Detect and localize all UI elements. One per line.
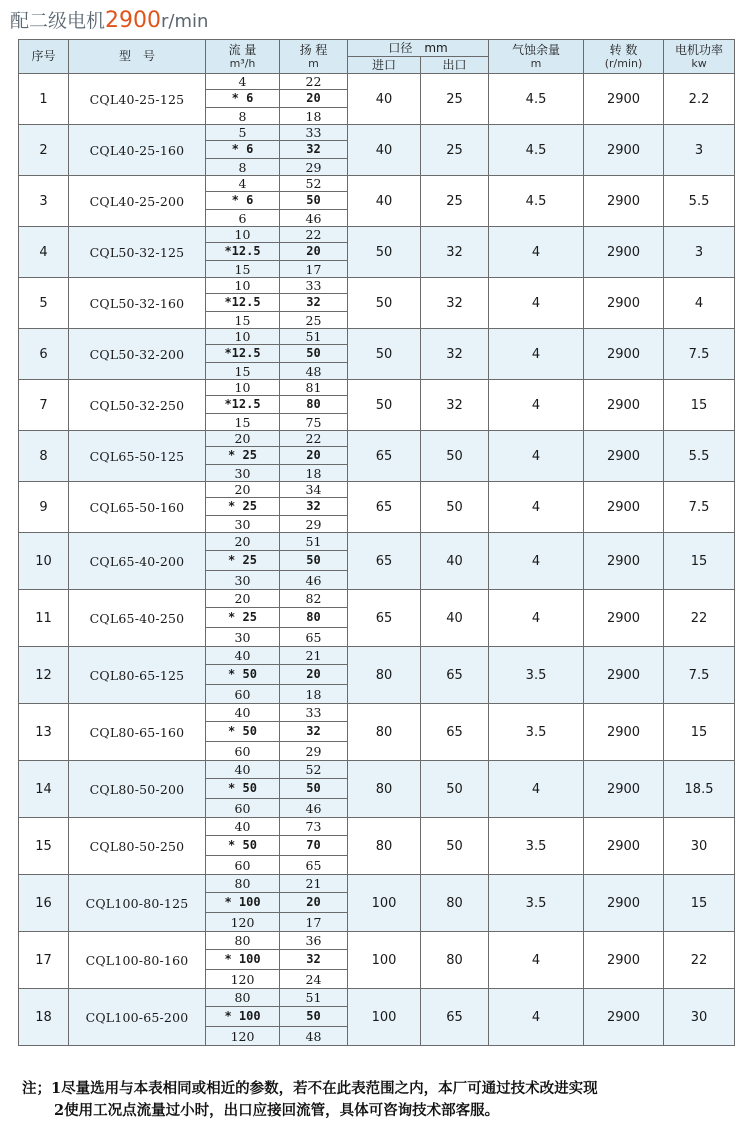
- npsh-value: 4: [489, 482, 584, 533]
- flow-value: * 6: [206, 141, 280, 159]
- footnote-line-2: 2使用工况点流量过小时，出口应接回流管，具体可咨询技术部客服。: [54, 1102, 500, 1119]
- head-value: 50: [280, 192, 348, 210]
- head-value: 48: [280, 1027, 348, 1046]
- flow-value: 30: [206, 571, 280, 590]
- flow-value: * 6: [206, 90, 280, 108]
- flow-value: * 100: [206, 1007, 280, 1027]
- inlet-diameter: 65: [348, 431, 421, 482]
- model-name: CQL80-65-125: [69, 647, 206, 704]
- motor-power: 15: [664, 380, 735, 431]
- npsh-value: 4: [489, 380, 584, 431]
- head-value: 80: [280, 396, 348, 414]
- head-value: 65: [280, 856, 348, 875]
- motor-power: 18.5: [664, 761, 735, 818]
- npsh-value: 3.5: [489, 818, 584, 875]
- table-row: [19, 533, 735, 551]
- flow-value: 4: [206, 176, 280, 192]
- model-name: CQL40-25-200: [69, 176, 206, 227]
- motor-power: 7.5: [664, 482, 735, 533]
- model-name: CQL100-80-160: [69, 932, 206, 989]
- table-row: [19, 704, 735, 722]
- speed-value: 2900: [584, 482, 664, 533]
- npsh-value: 3.5: [489, 704, 584, 761]
- head-value: 29: [280, 516, 348, 533]
- outlet-diameter: 65: [421, 704, 489, 761]
- motor-power: 15: [664, 533, 735, 590]
- flow-value: 15: [206, 414, 280, 431]
- table-row: [19, 380, 735, 396]
- head-value: 22: [280, 431, 348, 447]
- table-row: [19, 875, 735, 893]
- speed-value: 2900: [584, 431, 664, 482]
- flow-value: *12.5: [206, 294, 280, 312]
- head-value: 51: [280, 329, 348, 345]
- motor-power: 2.2: [664, 74, 735, 125]
- head-value: 20: [280, 90, 348, 108]
- flow-value: 20: [206, 533, 280, 551]
- motor-power: 7.5: [664, 329, 735, 380]
- flow-value: 8: [206, 108, 280, 125]
- table-row: [19, 482, 735, 498]
- motor-power: 4: [664, 278, 735, 329]
- outlet-diameter: 65: [421, 989, 489, 1046]
- model-name: CQL65-50-160: [69, 482, 206, 533]
- head-value: 20: [280, 893, 348, 913]
- title-unit: r/min: [161, 11, 209, 32]
- speed-value: 2900: [584, 176, 664, 227]
- flow-value: 30: [206, 465, 280, 482]
- flow-value: * 50: [206, 665, 280, 685]
- table-row: [19, 761, 735, 779]
- model-name: CQL65-40-250: [69, 590, 206, 647]
- outlet-diameter: 50: [421, 761, 489, 818]
- inlet-diameter: 80: [348, 818, 421, 875]
- speed-value: 2900: [584, 533, 664, 590]
- flow-value: * 25: [206, 608, 280, 628]
- head-value: 65: [280, 628, 348, 647]
- flow-value: 80: [206, 932, 280, 950]
- flow-value: * 6: [206, 192, 280, 210]
- inlet-diameter: 50: [348, 329, 421, 380]
- npsh-value: 4.5: [489, 74, 584, 125]
- model-name: CQL80-50-200: [69, 761, 206, 818]
- head-value: 52: [280, 761, 348, 779]
- table-row: [19, 989, 735, 1007]
- speed-value: 2900: [584, 761, 664, 818]
- outlet-diameter: 80: [421, 932, 489, 989]
- outlet-diameter: 32: [421, 329, 489, 380]
- model-name: CQL50-32-250: [69, 380, 206, 431]
- npsh-value: 4: [489, 431, 584, 482]
- inlet-diameter: 80: [348, 704, 421, 761]
- flow-value: 80: [206, 875, 280, 893]
- header-seq: 序号: [19, 40, 69, 74]
- title-text: 配二级电机: [10, 10, 106, 32]
- flow-value: 10: [206, 227, 280, 243]
- flow-value: 20: [206, 590, 280, 608]
- flow-value: * 50: [206, 779, 280, 799]
- table-row: [19, 278, 735, 294]
- outlet-diameter: 32: [421, 278, 489, 329]
- speed-value: 2900: [584, 989, 664, 1046]
- head-value: 22: [280, 74, 348, 90]
- flow-value: * 25: [206, 498, 280, 516]
- motor-power: 5.5: [664, 176, 735, 227]
- speed-value: 2900: [584, 74, 664, 125]
- head-value: 52: [280, 176, 348, 192]
- flow-value: 10: [206, 329, 280, 345]
- head-value: 46: [280, 799, 348, 818]
- model-name: CQL80-65-160: [69, 704, 206, 761]
- flow-value: * 50: [206, 722, 280, 742]
- row-number: 3: [19, 176, 69, 227]
- speed-value: 2900: [584, 875, 664, 932]
- table-row: [19, 647, 735, 665]
- flow-value: 60: [206, 742, 280, 761]
- table-row: [19, 932, 735, 950]
- flow-value: 30: [206, 628, 280, 647]
- outlet-diameter: 65: [421, 647, 489, 704]
- head-value: 32: [280, 141, 348, 159]
- head-value: 20: [280, 447, 348, 465]
- model-name: CQL50-32-200: [69, 329, 206, 380]
- head-value: 18: [280, 685, 348, 704]
- head-value: 34: [280, 482, 348, 498]
- head-value: 32: [280, 722, 348, 742]
- head-value: 50: [280, 779, 348, 799]
- inlet-diameter: 40: [348, 176, 421, 227]
- flow-value: 6: [206, 210, 280, 227]
- motor-power: 30: [664, 818, 735, 875]
- head-value: 46: [280, 210, 348, 227]
- inlet-diameter: 100: [348, 875, 421, 932]
- speed-value: 2900: [584, 125, 664, 176]
- row-number: 10: [19, 533, 69, 590]
- outlet-diameter: 80: [421, 875, 489, 932]
- motor-power: 7.5: [664, 647, 735, 704]
- head-value: 32: [280, 294, 348, 312]
- speed-value: 2900: [584, 647, 664, 704]
- head-value: 33: [280, 125, 348, 141]
- header-speed: 转 数 (r/min): [584, 40, 664, 74]
- speed-value: 2900: [584, 227, 664, 278]
- npsh-value: 4: [489, 989, 584, 1046]
- npsh-value: 4: [489, 761, 584, 818]
- flow-value: 20: [206, 431, 280, 447]
- row-number: 18: [19, 989, 69, 1046]
- speed-value: 2900: [584, 932, 664, 989]
- model-name: CQL65-50-125: [69, 431, 206, 482]
- flow-value: 80: [206, 989, 280, 1007]
- speed-value: 2900: [584, 329, 664, 380]
- motor-power: 22: [664, 590, 735, 647]
- row-number: 13: [19, 704, 69, 761]
- row-number: 6: [19, 329, 69, 380]
- table-row: [19, 329, 735, 345]
- inlet-diameter: 65: [348, 482, 421, 533]
- table-row: [19, 176, 735, 192]
- head-value: 48: [280, 363, 348, 380]
- flow-value: *12.5: [206, 396, 280, 414]
- inlet-diameter: 65: [348, 533, 421, 590]
- head-value: 22: [280, 227, 348, 243]
- flow-value: *12.5: [206, 243, 280, 261]
- model-name: CQL50-32-160: [69, 278, 206, 329]
- flow-value: *12.5: [206, 345, 280, 363]
- inlet-diameter: 50: [348, 227, 421, 278]
- outlet-diameter: 50: [421, 482, 489, 533]
- flow-value: 40: [206, 818, 280, 836]
- flow-value: 8: [206, 159, 280, 176]
- flow-value: * 25: [206, 447, 280, 465]
- outlet-diameter: 25: [421, 74, 489, 125]
- flow-value: * 100: [206, 950, 280, 970]
- npsh-value: 4.5: [489, 125, 584, 176]
- head-value: 50: [280, 1007, 348, 1027]
- table-row: [19, 125, 735, 141]
- head-value: 24: [280, 970, 348, 989]
- outlet-diameter: 32: [421, 380, 489, 431]
- model-name: CQL40-25-160: [69, 125, 206, 176]
- npsh-value: 4: [489, 533, 584, 590]
- model-name: CQL65-40-200: [69, 533, 206, 590]
- model-name: CQL40-25-125: [69, 74, 206, 125]
- model-name: CQL100-80-125: [69, 875, 206, 932]
- head-value: 75: [280, 414, 348, 431]
- flow-value: 5: [206, 125, 280, 141]
- pump-spec-table: [18, 39, 735, 1046]
- flow-value: 15: [206, 312, 280, 329]
- head-value: 20: [280, 243, 348, 261]
- flow-value: 4: [206, 74, 280, 90]
- flow-value: 60: [206, 685, 280, 704]
- header-bore: 口径 mm: [348, 40, 489, 57]
- table-row: [19, 590, 735, 608]
- head-value: 51: [280, 989, 348, 1007]
- head-value: 33: [280, 278, 348, 294]
- flow-value: 60: [206, 856, 280, 875]
- outlet-diameter: 50: [421, 818, 489, 875]
- motor-power: 5.5: [664, 431, 735, 482]
- speed-value: 2900: [584, 818, 664, 875]
- model-name: CQL100-65-200: [69, 989, 206, 1046]
- head-value: 18: [280, 465, 348, 482]
- table-row: [19, 227, 735, 243]
- row-number: 11: [19, 590, 69, 647]
- inlet-diameter: 50: [348, 380, 421, 431]
- row-number: 15: [19, 818, 69, 875]
- header-power: 电机功率 kw: [664, 40, 735, 74]
- motor-power: 15: [664, 875, 735, 932]
- inlet-diameter: 80: [348, 647, 421, 704]
- table-row: [19, 74, 735, 90]
- flow-value: 60: [206, 799, 280, 818]
- inlet-diameter: 40: [348, 125, 421, 176]
- npsh-value: 4: [489, 590, 584, 647]
- npsh-value: 4: [489, 932, 584, 989]
- flow-value: 30: [206, 516, 280, 533]
- npsh-value: 4: [489, 227, 584, 278]
- table-row: [19, 818, 735, 836]
- flow-value: 120: [206, 1027, 280, 1046]
- row-number: 9: [19, 482, 69, 533]
- head-value: 51: [280, 533, 348, 551]
- flow-value: * 25: [206, 551, 280, 571]
- head-value: 29: [280, 742, 348, 761]
- head-value: 81: [280, 380, 348, 396]
- outlet-diameter: 32: [421, 227, 489, 278]
- head-value: 25: [280, 312, 348, 329]
- header-model: 型 号: [69, 40, 206, 74]
- inlet-diameter: 40: [348, 74, 421, 125]
- row-number: 14: [19, 761, 69, 818]
- head-value: 46: [280, 571, 348, 590]
- motor-power: 22: [664, 932, 735, 989]
- npsh-value: 3.5: [489, 647, 584, 704]
- outlet-diameter: 25: [421, 176, 489, 227]
- row-number: 7: [19, 380, 69, 431]
- npsh-value: 3.5: [489, 875, 584, 932]
- footnote-line-1: 注；1尽量选用与本表相同或相近的参数，若不在此表范围之内，本厂可通过技术改进实现: [22, 1080, 598, 1097]
- head-value: 18: [280, 108, 348, 125]
- footnote: [22, 1078, 742, 1122]
- flow-value: 120: [206, 970, 280, 989]
- flow-value: 15: [206, 261, 280, 278]
- head-value: 29: [280, 159, 348, 176]
- inlet-diameter: 100: [348, 989, 421, 1046]
- flow-value: 15: [206, 363, 280, 380]
- row-number: 1: [19, 74, 69, 125]
- flow-value: 120: [206, 913, 280, 932]
- npsh-value: 4: [489, 329, 584, 380]
- inlet-diameter: 50: [348, 278, 421, 329]
- flow-value: * 50: [206, 836, 280, 856]
- header-inlet: 进口: [348, 57, 421, 74]
- model-name: CQL80-50-250: [69, 818, 206, 875]
- speed-value: 2900: [584, 704, 664, 761]
- flow-value: 20: [206, 482, 280, 498]
- speed-value: 2900: [584, 590, 664, 647]
- flow-value: * 100: [206, 893, 280, 913]
- head-value: 20: [280, 665, 348, 685]
- row-number: 5: [19, 278, 69, 329]
- head-value: 50: [280, 551, 348, 571]
- head-value: 82: [280, 590, 348, 608]
- row-number: 16: [19, 875, 69, 932]
- outlet-diameter: 40: [421, 590, 489, 647]
- head-value: 17: [280, 261, 348, 278]
- inlet-diameter: 100: [348, 932, 421, 989]
- head-value: 21: [280, 875, 348, 893]
- head-value: 50: [280, 345, 348, 363]
- speed-value: 2900: [584, 278, 664, 329]
- speed-value: 2900: [584, 380, 664, 431]
- model-name: CQL50-32-125: [69, 227, 206, 278]
- header-flow: 流 量 m³/h: [206, 40, 280, 74]
- row-number: 12: [19, 647, 69, 704]
- table-row: [19, 431, 735, 447]
- outlet-diameter: 50: [421, 431, 489, 482]
- head-value: 32: [280, 498, 348, 516]
- page-title: [10, 6, 208, 36]
- row-number: 17: [19, 932, 69, 989]
- motor-power: 15: [664, 704, 735, 761]
- row-number: 2: [19, 125, 69, 176]
- head-value: 73: [280, 818, 348, 836]
- inlet-diameter: 65: [348, 590, 421, 647]
- npsh-value: 4: [489, 278, 584, 329]
- head-value: 36: [280, 932, 348, 950]
- header-npsh: 气蚀余量 m: [489, 40, 584, 74]
- head-value: 32: [280, 950, 348, 970]
- flow-value: 10: [206, 380, 280, 396]
- title-rpm: 2900: [105, 8, 162, 33]
- head-value: 80: [280, 608, 348, 628]
- flow-value: 40: [206, 704, 280, 722]
- head-value: 33: [280, 704, 348, 722]
- motor-power: 3: [664, 125, 735, 176]
- outlet-diameter: 25: [421, 125, 489, 176]
- outlet-diameter: 40: [421, 533, 489, 590]
- flow-value: 40: [206, 647, 280, 665]
- inlet-diameter: 80: [348, 761, 421, 818]
- row-number: 4: [19, 227, 69, 278]
- head-value: 21: [280, 647, 348, 665]
- head-value: 70: [280, 836, 348, 856]
- header-head: 扬 程 m: [280, 40, 348, 74]
- npsh-value: 4.5: [489, 176, 584, 227]
- flow-value: 40: [206, 761, 280, 779]
- motor-power: 30: [664, 989, 735, 1046]
- head-value: 17: [280, 913, 348, 932]
- header-outlet: 出口: [421, 57, 489, 74]
- motor-power: 3: [664, 227, 735, 278]
- row-number: 8: [19, 431, 69, 482]
- flow-value: 10: [206, 278, 280, 294]
